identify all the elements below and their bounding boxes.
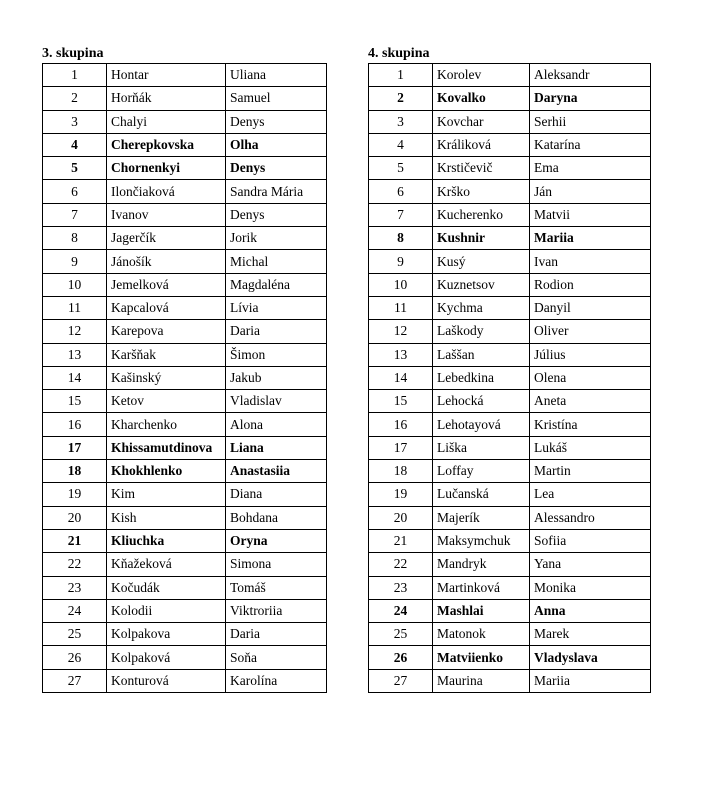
row-number: 20 <box>369 506 433 529</box>
first-name-cell: Aleksandr <box>530 64 651 87</box>
first-name-cell: Olena <box>530 366 651 389</box>
row-number: 7 <box>43 203 107 226</box>
surname-cell: Chalyi <box>107 110 226 133</box>
row-number: 15 <box>369 390 433 413</box>
surname-cell: Lehotayová <box>433 413 530 436</box>
surname-cell: Ilončiaková <box>107 180 226 203</box>
table-row <box>43 203 327 226</box>
first-name-cell: Marek <box>530 623 651 646</box>
first-name-cell: Ema <box>530 157 651 180</box>
row-number: 10 <box>43 273 107 296</box>
row-number: 16 <box>43 413 107 436</box>
surname-cell: Kňažeková <box>107 553 226 576</box>
surname-cell: Kolodii <box>107 599 226 622</box>
row-number: 22 <box>43 553 107 576</box>
row-number: 4 <box>43 133 107 156</box>
group-4-section <box>368 45 651 693</box>
table-row <box>369 343 651 366</box>
table-row <box>43 157 327 180</box>
surname-cell: Korolev <box>433 64 530 87</box>
surname-cell: Kychma <box>433 296 530 319</box>
first-name-cell: Aneta <box>530 390 651 413</box>
surname-cell: Karšňak <box>107 343 226 366</box>
surname-cell: Laškody <box>433 320 530 343</box>
table-row <box>43 413 327 436</box>
first-name-cell: Katarína <box>530 133 651 156</box>
first-name-cell: Lea <box>530 483 651 506</box>
row-number: 14 <box>43 366 107 389</box>
first-name-cell: Denys <box>226 203 327 226</box>
surname-cell: Lučanská <box>433 483 530 506</box>
surname-cell: Kuznetsov <box>433 273 530 296</box>
surname-cell: Lebedkina <box>433 366 530 389</box>
surname-cell: Hontar <box>107 64 226 87</box>
table-row <box>369 180 651 203</box>
row-number: 26 <box>43 646 107 669</box>
row-number: 2 <box>43 87 107 110</box>
row-number: 8 <box>43 227 107 250</box>
row-number: 10 <box>369 273 433 296</box>
table-row <box>369 413 651 436</box>
table-row <box>369 669 651 692</box>
row-number: 16 <box>369 413 433 436</box>
table-row <box>369 436 651 459</box>
row-number: 1 <box>369 64 433 87</box>
surname-cell: Matviienko <box>433 646 530 669</box>
table-row <box>369 506 651 529</box>
surname-cell: Kašinský <box>107 366 226 389</box>
first-name-cell: Jorik <box>226 227 327 250</box>
table-row <box>369 133 651 156</box>
first-name-cell: Denys <box>226 110 327 133</box>
table-row <box>369 529 651 552</box>
first-name-cell: Karolína <box>226 669 327 692</box>
row-number: 12 <box>43 320 107 343</box>
first-name-cell: Ivan <box>530 250 651 273</box>
row-number: 21 <box>43 529 107 552</box>
table-row <box>43 623 327 646</box>
first-name-cell: Ján <box>530 180 651 203</box>
table-row <box>43 296 327 319</box>
first-name-cell: Serhii <box>530 110 651 133</box>
row-number: 17 <box>43 436 107 459</box>
first-name-cell: Yana <box>530 553 651 576</box>
surname-cell: Konturová <box>107 669 226 692</box>
surname-cell: Kapcalová <box>107 296 226 319</box>
surname-cell: Khokhlenko <box>107 460 226 483</box>
surname-cell: Ketov <box>107 390 226 413</box>
table-row <box>369 623 651 646</box>
table-row <box>369 203 651 226</box>
row-number: 3 <box>43 110 107 133</box>
group-3-table <box>42 63 327 693</box>
surname-cell: Kovalko <box>433 87 530 110</box>
table-row <box>43 110 327 133</box>
surname-cell: Laššan <box>433 343 530 366</box>
row-number: 9 <box>369 250 433 273</box>
table-row <box>43 599 327 622</box>
row-number: 1 <box>43 64 107 87</box>
table-row <box>43 529 327 552</box>
row-number: 7 <box>369 203 433 226</box>
table-row <box>369 227 651 250</box>
table-row <box>369 576 651 599</box>
first-name-cell: Šimon <box>226 343 327 366</box>
table-row <box>43 436 327 459</box>
row-number: 26 <box>369 646 433 669</box>
table-row <box>369 366 651 389</box>
row-number: 19 <box>43 483 107 506</box>
surname-cell: Maksymchuk <box>433 529 530 552</box>
table-row <box>43 273 327 296</box>
first-name-cell: Jakub <box>226 366 327 389</box>
surname-cell: Chornenkyi <box>107 157 226 180</box>
table-row <box>43 460 327 483</box>
surname-cell: Jánošík <box>107 250 226 273</box>
table-row <box>369 64 651 87</box>
first-name-cell: Alona <box>226 413 327 436</box>
first-name-cell: Danyil <box>530 296 651 319</box>
table-row <box>43 506 327 529</box>
first-name-cell: Kristína <box>530 413 651 436</box>
surname-cell: Kushnir <box>433 227 530 250</box>
surname-cell: Jemelková <box>107 273 226 296</box>
table-row <box>43 250 327 273</box>
first-name-cell: Martin <box>530 460 651 483</box>
table-row <box>43 483 327 506</box>
group-title: 3. skupina <box>42 46 104 61</box>
row-number: 19 <box>369 483 433 506</box>
row-number: 24 <box>43 599 107 622</box>
row-number: 6 <box>369 180 433 203</box>
table-row <box>43 227 327 250</box>
table-row <box>43 669 327 692</box>
row-number: 5 <box>369 157 433 180</box>
row-number: 12 <box>369 320 433 343</box>
surname-cell: Horňák <box>107 87 226 110</box>
surname-cell: Karepova <box>107 320 226 343</box>
first-name-cell: Olha <box>226 133 327 156</box>
surname-cell: Ivanov <box>107 203 226 226</box>
first-name-cell: Bohdana <box>226 506 327 529</box>
first-name-cell: Samuel <box>226 87 327 110</box>
row-number: 9 <box>43 250 107 273</box>
table-row <box>43 343 327 366</box>
row-number: 25 <box>43 623 107 646</box>
first-name-cell: Daria <box>226 623 327 646</box>
table-row <box>369 390 651 413</box>
table-row <box>43 576 327 599</box>
first-name-cell: Sofiia <box>530 529 651 552</box>
table-row <box>369 483 651 506</box>
row-number: 13 <box>369 343 433 366</box>
surname-cell: Lehocká <box>433 390 530 413</box>
table-row <box>369 646 651 669</box>
row-number: 3 <box>369 110 433 133</box>
row-number: 11 <box>43 296 107 319</box>
first-name-cell: Július <box>530 343 651 366</box>
row-number: 4 <box>369 133 433 156</box>
surname-cell: Kish <box>107 506 226 529</box>
row-number: 13 <box>43 343 107 366</box>
surname-cell: Kusý <box>433 250 530 273</box>
surname-cell: Khissamutdinova <box>107 436 226 459</box>
surname-cell: Jagerčík <box>107 227 226 250</box>
row-number: 5 <box>43 157 107 180</box>
table-row <box>369 157 651 180</box>
first-name-cell: Alessandro <box>530 506 651 529</box>
surname-cell: Matonok <box>433 623 530 646</box>
row-number: 8 <box>369 227 433 250</box>
surname-cell: Krstičevič <box>433 157 530 180</box>
row-number: 18 <box>369 460 433 483</box>
surname-cell: Kolpaková <box>107 646 226 669</box>
row-number: 6 <box>43 180 107 203</box>
first-name-cell: Rodion <box>530 273 651 296</box>
first-name-cell: Sandra Mária <box>226 180 327 203</box>
row-number: 27 <box>369 669 433 692</box>
first-name-cell: Diana <box>226 483 327 506</box>
first-name-cell: Daryna <box>530 87 651 110</box>
surname-cell: Liška <box>433 436 530 459</box>
surname-cell: Cherepkovska <box>107 133 226 156</box>
row-number: 15 <box>43 390 107 413</box>
row-number: 14 <box>369 366 433 389</box>
table-row <box>369 87 651 110</box>
first-name-cell: Matvii <box>530 203 651 226</box>
surname-cell: Kovchar <box>433 110 530 133</box>
first-name-cell: Tomáš <box>226 576 327 599</box>
first-name-cell: Daria <box>226 320 327 343</box>
surname-cell: Mashlai <box>433 599 530 622</box>
table-row <box>43 64 327 87</box>
row-number: 2 <box>369 87 433 110</box>
group-title: 4. skupina <box>368 46 430 61</box>
first-name-cell: Viktroriia <box>226 599 327 622</box>
first-name-cell: Soňa <box>226 646 327 669</box>
first-name-cell: Vladislav <box>226 390 327 413</box>
table-row <box>369 460 651 483</box>
surname-cell: Maurina <box>433 669 530 692</box>
first-name-cell: Anastasiia <box>226 460 327 483</box>
group-4-table <box>368 63 651 693</box>
table-row <box>369 553 651 576</box>
first-name-cell: Uliana <box>226 64 327 87</box>
surname-cell: Martinková <box>433 576 530 599</box>
surname-cell: Kim <box>107 483 226 506</box>
first-name-cell: Anna <box>530 599 651 622</box>
table-row <box>43 320 327 343</box>
first-name-cell: Oryna <box>226 529 327 552</box>
table-row <box>369 296 651 319</box>
row-number: 20 <box>43 506 107 529</box>
table-row <box>369 320 651 343</box>
table-row <box>369 110 651 133</box>
group-3-section <box>42 45 327 693</box>
first-name-cell: Lívia <box>226 296 327 319</box>
surname-cell: Kolpakova <box>107 623 226 646</box>
table-row <box>43 180 327 203</box>
first-name-cell: Magdaléna <box>226 273 327 296</box>
surname-cell: Kucherenko <box>433 203 530 226</box>
surname-cell: Kliuchka <box>107 529 226 552</box>
first-name-cell: Lukáš <box>530 436 651 459</box>
row-number: 18 <box>43 460 107 483</box>
surname-cell: Kharchenko <box>107 413 226 436</box>
table-row <box>369 273 651 296</box>
row-number: 11 <box>369 296 433 319</box>
row-number: 27 <box>43 669 107 692</box>
first-name-cell: Mariia <box>530 669 651 692</box>
row-number: 22 <box>369 553 433 576</box>
surname-cell: Loffay <box>433 460 530 483</box>
surname-cell: Kočudák <box>107 576 226 599</box>
first-name-cell: Vladyslava <box>530 646 651 669</box>
surname-cell: Králiková <box>433 133 530 156</box>
table-row <box>43 87 327 110</box>
surname-cell: Majerík <box>433 506 530 529</box>
surname-cell: Mandryk <box>433 553 530 576</box>
row-number: 23 <box>369 576 433 599</box>
first-name-cell: Simona <box>226 553 327 576</box>
row-number: 17 <box>369 436 433 459</box>
table-row <box>43 133 327 156</box>
first-name-cell: Monika <box>530 576 651 599</box>
row-number: 23 <box>43 576 107 599</box>
row-number: 25 <box>369 623 433 646</box>
surname-cell: Krško <box>433 180 530 203</box>
table-row <box>43 390 327 413</box>
table-row <box>369 599 651 622</box>
table-row <box>43 366 327 389</box>
first-name-cell: Mariia <box>530 227 651 250</box>
first-name-cell: Oliver <box>530 320 651 343</box>
first-name-cell: Denys <box>226 157 327 180</box>
row-number: 24 <box>369 599 433 622</box>
table-row <box>43 553 327 576</box>
table-row <box>369 250 651 273</box>
table-row <box>43 646 327 669</box>
first-name-cell: Michal <box>226 250 327 273</box>
row-number: 21 <box>369 529 433 552</box>
first-name-cell: Liana <box>226 436 327 459</box>
